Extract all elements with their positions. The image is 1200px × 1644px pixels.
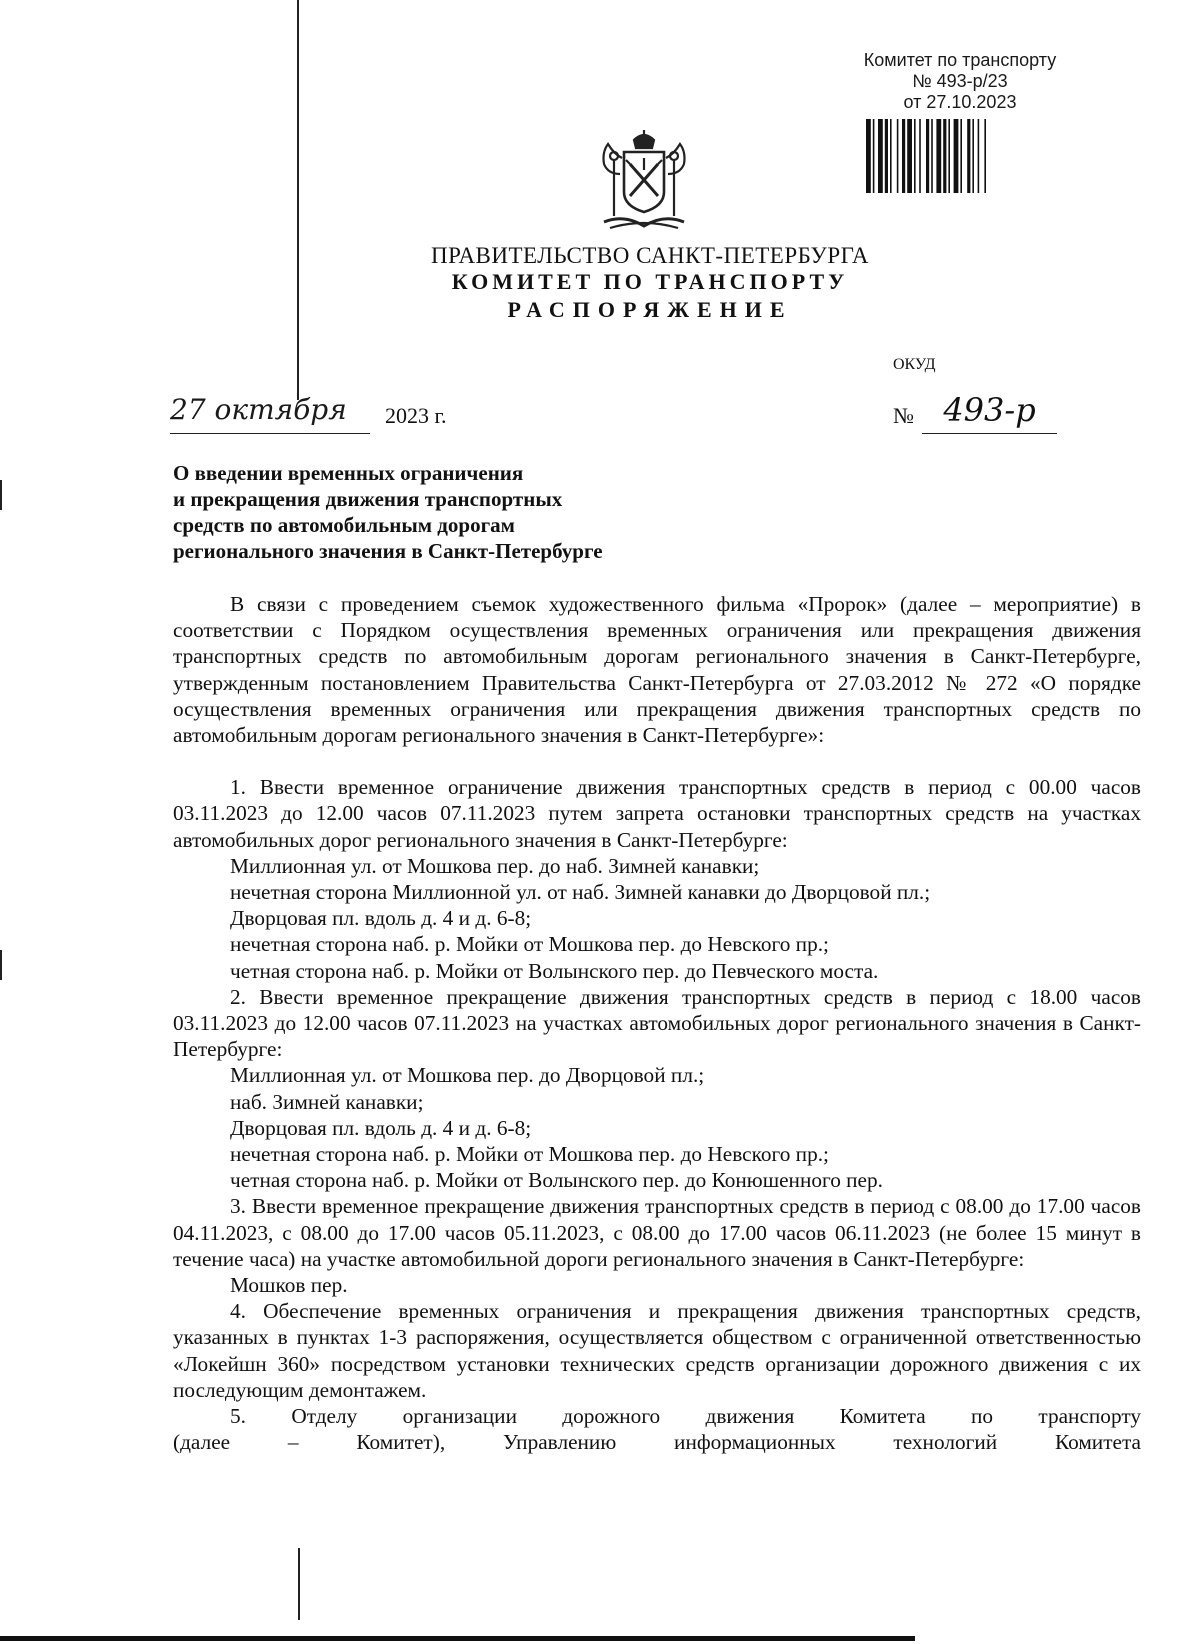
street-list-item: Дворцовая пл. вдоль д. 4 и д. 6-8; xyxy=(230,906,532,931)
preamble-paragraph: В связи с проведением съемок художественного фильма «Пророк» (далее – мероприятие) в соответствии с Порядком осуществления временных ограничения или прекращения движения транспортных средств по автомобильным дорогам регионального значения в Санкт-Петербурге, утвержденным постановлением Правительства Санкт-Петербурга от 27.03.2012 № 272 «О порядке осуществления временных ограничения или прекращения движения транспортных средств по автомобильным дорогам регионального значения в Санкт-Петербурге»: xyxy=(173,592,1141,748)
street-list-item: Миллионная ул. от Мошкова пер. до Дворцовой пл.; xyxy=(230,1063,705,1088)
subject-line: регионального значения в Санкт-Петербурге xyxy=(173,539,603,563)
item-5-line-2: (далее – Комитет), Управлению информационных технологий Комитета xyxy=(173,1430,1141,1455)
street-list-item: нечетная сторона наб. р. Мойки от Мошкова пер. до Невского пр.; xyxy=(230,1142,829,1167)
stamp-line-number: № 493-р/23 xyxy=(912,71,1008,91)
scan-bottom-border xyxy=(0,1636,915,1641)
item-2-paragraph: 2. Ввести временное прекращение движения транспортных средств в период с 18.00 часов 03.11.2023 до 12.00 часов 07.11.2023 на участках автомобильных дорог регионального значения в Санкт-Петербурге: xyxy=(173,984,1141,1062)
subject-line: средств по автомобильным дорогам xyxy=(173,513,515,537)
subject-line: и прекращения движения транспортных xyxy=(173,487,563,511)
subject-line: О введении временных ограничения xyxy=(173,461,524,485)
scan-edge-mark xyxy=(0,480,2,510)
street-list-item: нечетная сторона наб. р. Мойки от Мошкова пер. до Невского пр.; xyxy=(230,932,829,957)
document-body xyxy=(173,591,1141,1456)
barcode-icon xyxy=(866,119,1058,193)
number-sign: № xyxy=(893,403,914,428)
registration-stamp xyxy=(830,50,1090,113)
document-subject xyxy=(173,460,733,564)
scan-margin-line-bottom xyxy=(298,1548,300,1620)
item-5-line-1: 5. Отделу организации дорожного движения Комитета по транспорту xyxy=(230,1404,1141,1429)
street-list-item: четная сторона наб. р. Мойки от Волынского пер. до Конюшенного пер. xyxy=(230,1168,883,1193)
scan-margin-line xyxy=(297,0,299,400)
street-list-item: Мошков пер. xyxy=(230,1273,348,1298)
street-list-item: Миллионная ул. от Мошкова пер. до наб. Зимней канавки; xyxy=(230,853,760,878)
okud-label: ОКУД xyxy=(893,356,936,373)
coat-of-arms-icon xyxy=(594,130,694,232)
committee-title: КОМИТЕТ ПО ТРАНСПОРТУ xyxy=(451,269,849,294)
government-title: ПРАВИТЕЛЬСТВО САНКТ-ПЕТЕРБУРГА xyxy=(430,243,870,268)
stamp-line-date: от 27.10.2023 xyxy=(903,92,1017,112)
handwritten-date: 27 октября xyxy=(170,393,370,434)
date-year: 2023 г. xyxy=(385,403,447,428)
street-list-item: четная сторона наб. р. Мойки от Волынского пер. до Певческого моста. xyxy=(230,958,879,983)
item-4-paragraph: 4. Обеспечение временных ограничения и прекращения движения транспортных средств, указанных в пунктах 1-3 распоряжения, осуществляется обществом с ограниченной ответственностью «Локейшн 360» посредством установки технических средств организации дорожного движения с их последующим демонтажем. xyxy=(173,1299,1141,1402)
scan-edge-mark xyxy=(0,950,2,980)
stamp-line-committee: Комитет по транспорту xyxy=(863,50,1057,70)
document-type-title: РАСПОРЯЖЕНИЕ xyxy=(507,297,793,322)
street-list-item: нечетная сторона Миллионной ул. от наб. Зимней канавки до Дворцовой пл.; xyxy=(230,880,931,905)
street-list-item: наб. Зимней канавки; xyxy=(230,1089,424,1114)
handwritten-number: 493-р xyxy=(922,393,1057,434)
street-list-item: Дворцовая пл. вдоль д. 4 и д. 6-8; xyxy=(230,1115,532,1140)
item-1-paragraph: 1. Ввести временное ограничение движения транспортных средств в период с 00.00 часов 03.11.2023 до 12.00 часов 07.11.2023 путем запрета остановки транспортных средств на участках автомобильных дорог регионального значения в Санкт-Петербурге: xyxy=(173,775,1141,852)
item-3-paragraph: 3. Ввести временное прекращение движения транспортных средств в период с 08.00 до 17.00 часов 04.11.2023, с 08.00 до 17.00 часов 05.11.2023, с 08.00 до 17.00 часов 06.11.2023 (не более 15 минут в течение часа) на участке автомобильной дороги регионального значения в Санкт-Петербурге: xyxy=(173,1194,1141,1271)
